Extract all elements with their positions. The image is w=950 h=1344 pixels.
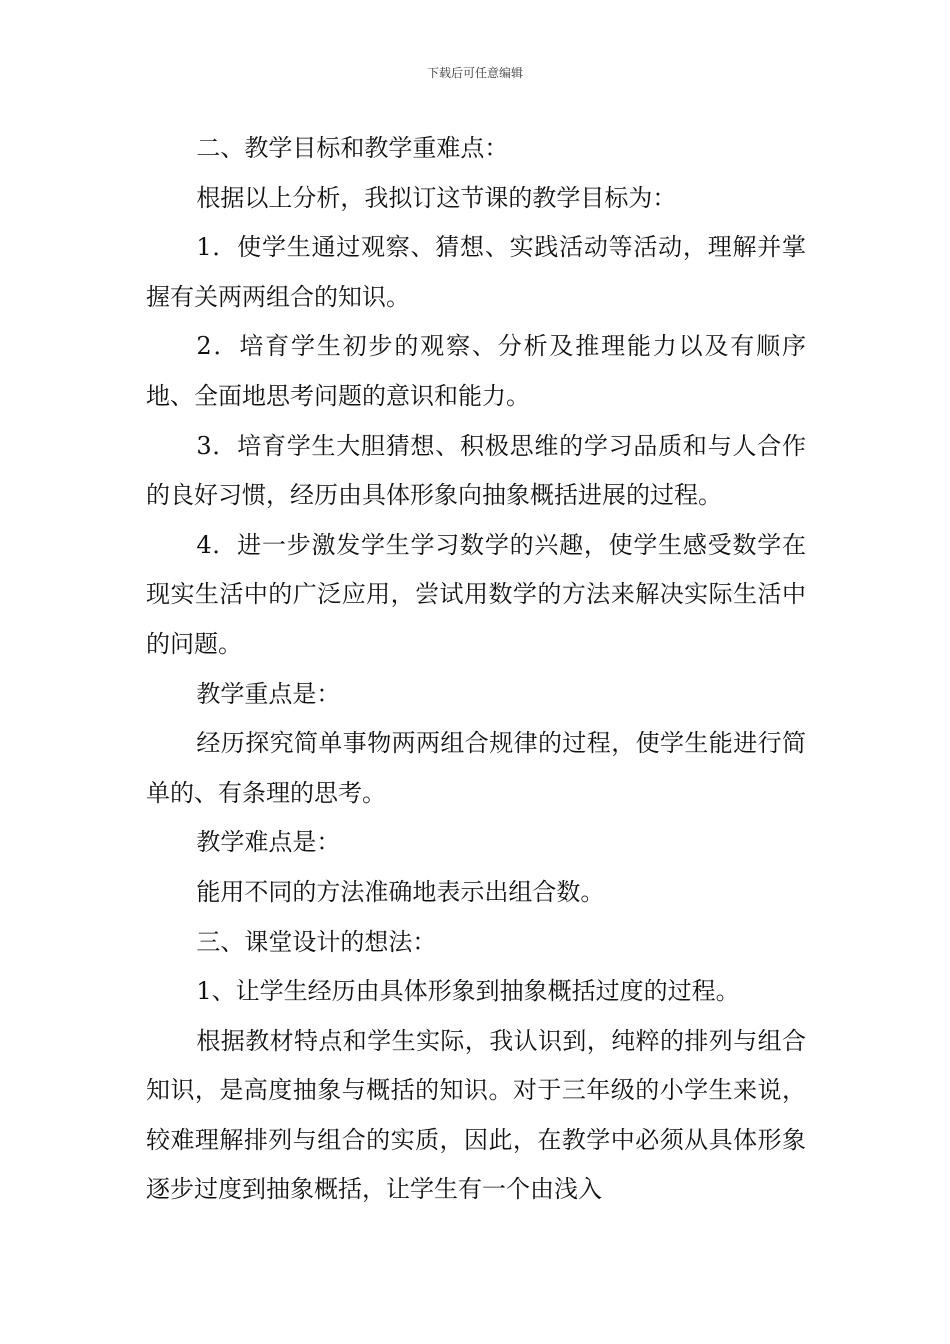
difficulty-heading: 教学难点是： xyxy=(196,828,341,857)
section-heading-objectives: 二、教学目标和教学重难点： xyxy=(196,134,509,162)
key-point-text: 经历探究简单事物两两组合规律的过程，使学生能进行简单的、有条理的思考。 xyxy=(146,729,806,807)
difficulty-text: 能用不同的方法准确地表示出组合数。 xyxy=(196,877,605,906)
page-header: 下载后可任意编辑 xyxy=(426,66,523,80)
objective-item-1: 1．使学生通过观察、猜想、实践活动等活动，理解并掌握有关两两组合的知识。 xyxy=(146,233,806,311)
paragraph-analysis: 根据教材特点和学生实际，我认识到，纯粹的排列与组合知识，是高度抽象与概括的知识。对于三年级的小学生来说，较难理解排列与组合的实质，因此，在教学中必须从具体形象逐步过度到抽象概括，让学生有一个由浅入 xyxy=(146,1026,806,1204)
objective-item-4: 4．进一步激发学生学习数学的兴趣，使学生感受数学在现实生活中的广泛应用，尝试用数学的方法来解决实际生活中的问题。 xyxy=(146,530,806,658)
document-body xyxy=(146,124,806,1215)
key-point-heading: 教学重点是： xyxy=(196,679,341,708)
section-heading-design: 三、课堂设计的想法： xyxy=(196,927,437,956)
design-item-1: 1、让学生经历由具体形象到抽象概括过度的过程。 xyxy=(196,977,740,1006)
objective-item-2: 2．培育学生初步的观察、分析及推理能力以及有顺序地、全面地思考问题的意识和能力。 xyxy=(146,332,806,410)
paragraph-intro: 根据以上分析，我拟订这节课的教学目标为： xyxy=(196,183,677,212)
objective-item-3: 3．培育学生大胆猜想、积极思维的学习品质和与人合作的良好习惯，经历由具体形象向抽象概括进展的过程。 xyxy=(146,431,806,510)
